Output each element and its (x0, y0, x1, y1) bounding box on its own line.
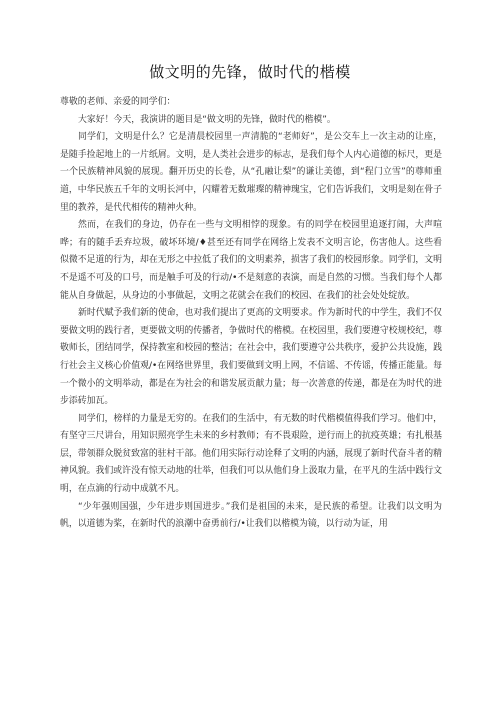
paragraph: 同学们，文明是什么？它是清晨校园里一声清脆的“老师好”，是公交车上一次主动的让座，是随手捡起地上的一片纸屑。文明，是人类社会进步的标志，是我们每个人内心道德的标尺，更是一个民族精神风貌的展现。翻开历史的长卷，从“孔融让梨”的谦让美德，到“程门立雪”的尊师重道，中华民族五千年的文明长河中，闪耀着无数璀璨的精神瑰宝，它们告诉我们，文明是刻在骨子里的教养，是代代相传的精神火种。 (60, 132, 442, 213)
page-title: 做文明的先锋，做时代的楷模 (149, 63, 351, 81)
speech-body (60, 94, 442, 534)
paragraph: 新时代赋予我们新的使命，也对我们提出了更高的文明要求。作为新时代的中学生，我们不仅要做文明的践行者，更要做文明的传播者，争做时代的楷模。在校园里，我们要遵守校规校纪，尊敬师长，团结同学，保持教室和校园的整洁；在社会中，我们要遵守公共秩序，爱护公共设施，践行社会主义核心价值观/•在网络世界里，我们要做到文明上网，不信谣、不传谣，传播正能量。每一个微小的文明举动，都是在为社会的和谐发展贡献力量；每一次善意的传递，都是在为时代的进步添砖加瓦。 (60, 308, 442, 407)
paragraph: 同学们，榜样的力量是无穷的。在我们的生活中，有无数的时代楷模值得我们学习。他们中，有坚守三尺讲台，用知识照亮学生未来的乡村教师；有不畏艰险，逆行而上的抗疫英雄；有扎根基层，带领群众脱贫致富的驻村干部。他们用实际行动诠释了文明的内涵，展现了新时代奋斗者的精神风貌。我们或许没有惊天动地的壮举，但我们可以从他们身上汲取力量，在平凡的生活中践行文明，在点滴的行动中成就不凡。 (60, 413, 442, 495)
paragraph: 然而，在我们的身边，仍存在一些与文明相悖的现象。有的同学在校园里追逐打闹，大声喧哗；有的随手丢弃垃圾，破坏环境/♦甚至还有同学在网络上发表不文明言论，伤害他人。这些看似微不足道的行为，却在无形之中拉低了我们的文明素养，损害了我们的校园形象。同学们，文明不是遥不可及的口号，而是触手可及的行动/•不是刻意的表演，而是自然的习惯。当我们每个人都能从自身做起，从身边的小事做起，文明之花就会在我们的校园、在我们的社会处处绽放。 (60, 220, 442, 301)
greeting: 尊敬的老师、亲爱的同学们： (60, 97, 176, 107)
paragraph: “少年强则国强，少年进步则国进步。”我们是祖国的未来，是民族的希望。让我们以文明为帆，以道德为桨，在新时代的浪潮中奋勇前行/•让我们以楷模为镜，以行动为证，用 (60, 501, 442, 530)
paragraph: 大家好！今天，我演讲的题目是“做文明的先锋，做时代的楷模”。 (78, 114, 336, 125)
